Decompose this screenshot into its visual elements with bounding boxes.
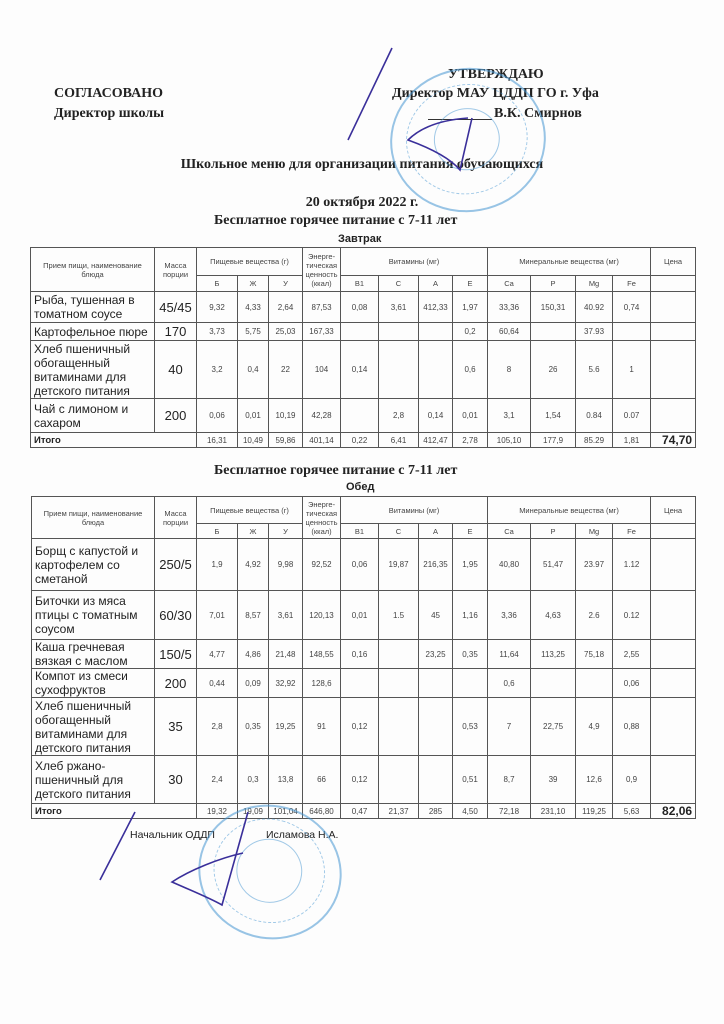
cell-protein: 7,01 <box>197 591 238 640</box>
total-a: 285 <box>419 804 453 819</box>
total-mg: 119,25 <box>576 804 613 819</box>
total-protein: 19,32 <box>197 804 238 819</box>
col-energy: Энерге-тическая ценность (ккал) <box>303 497 341 539</box>
cell-energy: 91 <box>303 698 341 756</box>
dish-name: Хлеб пшеничный обогащенный витаминами для детского питания <box>31 341 155 399</box>
col-fat: Ж <box>238 276 269 292</box>
dish-mass: 60/30 <box>155 591 197 640</box>
cell-ca: 0,6 <box>488 669 531 698</box>
cell-carbs: 32,92 <box>269 669 303 698</box>
col-a: A <box>419 524 453 539</box>
cell-protein: 9,32 <box>197 292 238 323</box>
cell-b1: 0,12 <box>341 698 379 756</box>
col-protein: Б <box>197 524 238 539</box>
cell-protein: 2,8 <box>197 698 238 756</box>
dish-name: Хлеб пшеничный обогащенный витаминами для детского питания <box>32 698 155 756</box>
agreed-label: СОГЛАСОВАНО <box>54 86 163 101</box>
dish-name: Чай с лимоном и сахаром <box>31 399 155 433</box>
cell-fe: 0,06 <box>613 669 651 698</box>
cell-p: 1,54 <box>531 399 576 433</box>
total-price: 82,06 <box>651 804 696 819</box>
col-c: C <box>379 524 419 539</box>
meal-label-breakfast: Завтрак <box>338 233 382 245</box>
cell-carbs: 13,8 <box>269 756 303 804</box>
cell-fe: 1.12 <box>613 539 651 591</box>
cell-fat: 4,86 <box>238 640 269 669</box>
cell-p: 113,25 <box>531 640 576 669</box>
total-p: 177,9 <box>531 433 576 448</box>
total-fat: 19,09 <box>238 804 269 819</box>
cell-c: 2,8 <box>379 399 419 433</box>
col-dish: Прием пищи, наименование блюда <box>31 248 155 292</box>
cell-fat: 0,01 <box>238 399 269 433</box>
total-fat: 10,49 <box>238 433 269 448</box>
col-minerals: Минеральные вещества (мг) <box>488 497 651 524</box>
cell-e: 0,01 <box>453 399 488 433</box>
cell-carbs: 19,25 <box>269 698 303 756</box>
col-c: C <box>379 276 419 292</box>
col-minerals: Минеральные вещества (мг) <box>488 248 651 276</box>
dish-mass: 200 <box>155 399 197 433</box>
col-p: P <box>531 524 576 539</box>
col-carbs: У <box>269 276 303 292</box>
dish-name: Борщ с капустой и картофелем со сметаной <box>32 539 155 591</box>
col-price: Цена <box>651 497 696 524</box>
dish-mass: 45/45 <box>155 292 197 323</box>
cell-p: 22,75 <box>531 698 576 756</box>
cell-fe: 0.07 <box>613 399 651 433</box>
cell-energy: 92,52 <box>303 539 341 591</box>
cell-e: 0,51 <box>453 756 488 804</box>
cell-c: 1.5 <box>379 591 419 640</box>
approved-position: Директор МАУ ЦДДП ГО г. Уфа <box>392 86 599 101</box>
cell-ca: 8 <box>488 341 531 399</box>
cell-e: 0,53 <box>453 698 488 756</box>
dish-name: Хлеб ржано-пшеничный для детского питания <box>32 756 155 804</box>
cell-p: 150,31 <box>531 292 576 323</box>
dish-mass: 170 <box>155 323 197 341</box>
total-protein: 16,31 <box>197 433 238 448</box>
cell-fe: 0.12 <box>613 591 651 640</box>
cell-e: 1,95 <box>453 539 488 591</box>
col-e: E <box>453 524 488 539</box>
total-ca: 105,10 <box>488 433 531 448</box>
cell-fat: 0,4 <box>238 341 269 399</box>
cell-fat: 0,35 <box>238 698 269 756</box>
col-p: P <box>531 276 576 292</box>
cell-protein: 4,77 <box>197 640 238 669</box>
col-ca: Ca <box>488 276 531 292</box>
cell-protein: 1,9 <box>197 539 238 591</box>
cell-b1: 0,12 <box>341 756 379 804</box>
cell-energy: 42,28 <box>303 399 341 433</box>
meal-label-lunch: Обед <box>346 481 375 493</box>
total-label: Итого <box>31 433 197 448</box>
cell-energy: 167,33 <box>303 323 341 341</box>
dish-mass: 200 <box>155 669 197 698</box>
cell-energy: 104 <box>303 341 341 399</box>
cell-p: 51,47 <box>531 539 576 591</box>
total-b1: 0,22 <box>341 433 379 448</box>
cell-mg: 40.92 <box>576 292 613 323</box>
cell-ca: 8,7 <box>488 756 531 804</box>
cell-carbs: 21,48 <box>269 640 303 669</box>
cell-p: 4,63 <box>531 591 576 640</box>
total-e: 4,50 <box>453 804 488 819</box>
cell-energy: 128,6 <box>303 669 341 698</box>
cell-fe: 0,9 <box>613 756 651 804</box>
cell-fe: 0,74 <box>613 292 651 323</box>
total-ca: 72,18 <box>488 804 531 819</box>
cell-b1: 0,16 <box>341 640 379 669</box>
total-energy: 646,80 <box>303 804 341 819</box>
col-b1: B1 <box>341 276 379 292</box>
cell-fat: 5,75 <box>238 323 269 341</box>
total-a: 412,47 <box>419 433 453 448</box>
cell-e: 0,35 <box>453 640 488 669</box>
cell-c: 3,61 <box>379 292 419 323</box>
col-price: Цена <box>651 248 696 276</box>
program-title-breakfast: Бесплатное горячее питание с 7-11 лет <box>214 213 458 228</box>
cell-ca: 3,36 <box>488 591 531 640</box>
col-ca: Ca <box>488 524 531 539</box>
cell-a: 412,33 <box>419 292 453 323</box>
cell-e: 0,2 <box>453 323 488 341</box>
approved-signatory: В.К. Смирнов <box>494 106 582 121</box>
total-c: 6,41 <box>379 433 419 448</box>
col-vitamins: Витамины (мг) <box>341 248 488 276</box>
cell-mg: 4,9 <box>576 698 613 756</box>
cell-protein: 0,44 <box>197 669 238 698</box>
dish-name: Рыба, тушенная в томатном соусе <box>31 292 155 323</box>
cell-fe: 2,55 <box>613 640 651 669</box>
dish-mass: 150/5 <box>155 640 197 669</box>
total-p: 231,10 <box>531 804 576 819</box>
total-label: Итого <box>32 804 197 819</box>
total-fe: 1,81 <box>613 433 651 448</box>
cell-protein: 3,73 <box>197 323 238 341</box>
approved-label: УТВЕРЖДАЮ <box>448 67 544 82</box>
cell-p: 26 <box>531 341 576 399</box>
cell-a: 45 <box>419 591 453 640</box>
dish-mass: 30 <box>155 756 197 804</box>
col-vitamins: Витамины (мг) <box>341 497 488 524</box>
cell-fe: 0,88 <box>613 698 651 756</box>
cell-carbs: 22 <box>269 341 303 399</box>
cell-energy: 87,53 <box>303 292 341 323</box>
footer-name: Исламова Н.А. <box>266 829 339 841</box>
cell-e: 0,6 <box>453 341 488 399</box>
cell-e: 1,16 <box>453 591 488 640</box>
col-e: E <box>453 276 488 292</box>
dish-mass: 35 <box>155 698 197 756</box>
cell-carbs: 2,64 <box>269 292 303 323</box>
cell-b1: 0,14 <box>341 341 379 399</box>
total-c: 21,37 <box>379 804 419 819</box>
total-carbs: 59,86 <box>269 433 303 448</box>
cell-c: 19,87 <box>379 539 419 591</box>
cell-fat: 4,92 <box>238 539 269 591</box>
cell-mg: 75,18 <box>576 640 613 669</box>
cell-mg: 2.6 <box>576 591 613 640</box>
col-fe: Fe <box>613 276 651 292</box>
footer-position: Начальник ОДДП <box>130 829 215 841</box>
cell-ca: 7 <box>488 698 531 756</box>
cell-b1: 0,08 <box>341 292 379 323</box>
dish-name: Каша гречневая вязкая с маслом <box>32 640 155 669</box>
cell-fat: 0,3 <box>238 756 269 804</box>
cell-a: 0,14 <box>419 399 453 433</box>
col-energy: Энерге-тическая ценность (ккал) <box>303 248 341 292</box>
cell-ca: 60,64 <box>488 323 531 341</box>
col-protein: Б <box>197 276 238 292</box>
cell-protein: 2,4 <box>197 756 238 804</box>
cell-fat: 8,57 <box>238 591 269 640</box>
total-fe: 5,63 <box>613 804 651 819</box>
total-price: 74,70 <box>651 433 696 448</box>
cell-ca: 11,64 <box>488 640 531 669</box>
cell-fat: 0,09 <box>238 669 269 698</box>
col-a: A <box>419 276 453 292</box>
cell-carbs: 3,61 <box>269 591 303 640</box>
cell-e: 1,97 <box>453 292 488 323</box>
cell-fat: 4,33 <box>238 292 269 323</box>
col-mass: Масса порции <box>155 497 197 539</box>
cell-p: 39 <box>531 756 576 804</box>
col-dish: Прием пищи, наименование блюда <box>32 497 155 539</box>
col-fe: Fe <box>613 524 651 539</box>
cell-protein: 0,06 <box>197 399 238 433</box>
cell-mg: 5.6 <box>576 341 613 399</box>
total-e: 2,78 <box>453 433 488 448</box>
col-b1: B1 <box>341 524 379 539</box>
cell-energy: 148,55 <box>303 640 341 669</box>
cell-a: 23,25 <box>419 640 453 669</box>
cell-carbs: 25,03 <box>269 323 303 341</box>
dish-name: Картофельное пюре <box>31 323 155 341</box>
total-b1: 0,47 <box>341 804 379 819</box>
col-mass: Масса порции <box>155 248 197 292</box>
agreed-position: Директор школы <box>54 106 165 121</box>
cell-protein: 3,2 <box>197 341 238 399</box>
cell-energy: 120,13 <box>303 591 341 640</box>
cell-energy: 66 <box>303 756 341 804</box>
col-nutrients: Пищевые вещества (г) <box>197 248 303 276</box>
col-fat: Ж <box>238 524 269 539</box>
cell-fe: 1 <box>613 341 651 399</box>
cell-ca: 40,80 <box>488 539 531 591</box>
document-title: Школьное меню для организации питания обучающихся <box>180 157 544 172</box>
document-date: 20 октября 2022 г. <box>305 195 419 210</box>
col-carbs: У <box>269 524 303 539</box>
col-mg: Mg <box>576 524 613 539</box>
dish-mass: 40 <box>155 341 197 399</box>
dish-name: Компот из смеси сухофруктов <box>32 669 155 698</box>
cell-b1: 0,01 <box>341 591 379 640</box>
col-nutrients: Пищевые вещества (г) <box>197 497 303 524</box>
cell-carbs: 10,19 <box>269 399 303 433</box>
total-mg: 85.29 <box>576 433 613 448</box>
cell-mg: 12,6 <box>576 756 613 804</box>
cell-mg: 23.97 <box>576 539 613 591</box>
col-mg: Mg <box>576 276 613 292</box>
total-carbs: 101,04 <box>269 804 303 819</box>
cell-b1: 0,06 <box>341 539 379 591</box>
dish-name: Биточки из мяса птицы с томатным соусом <box>32 591 155 640</box>
total-energy: 401,14 <box>303 433 341 448</box>
cell-mg: 0.84 <box>576 399 613 433</box>
dish-mass: 250/5 <box>155 539 197 591</box>
program-title-lunch: Бесплатное горячее питание с 7-11 лет <box>214 463 458 478</box>
cell-ca: 3,1 <box>488 399 531 433</box>
cell-ca: 33,36 <box>488 292 531 323</box>
cell-a: 216,35 <box>419 539 453 591</box>
cell-carbs: 9,98 <box>269 539 303 591</box>
cell-mg: 37.93 <box>576 323 613 341</box>
